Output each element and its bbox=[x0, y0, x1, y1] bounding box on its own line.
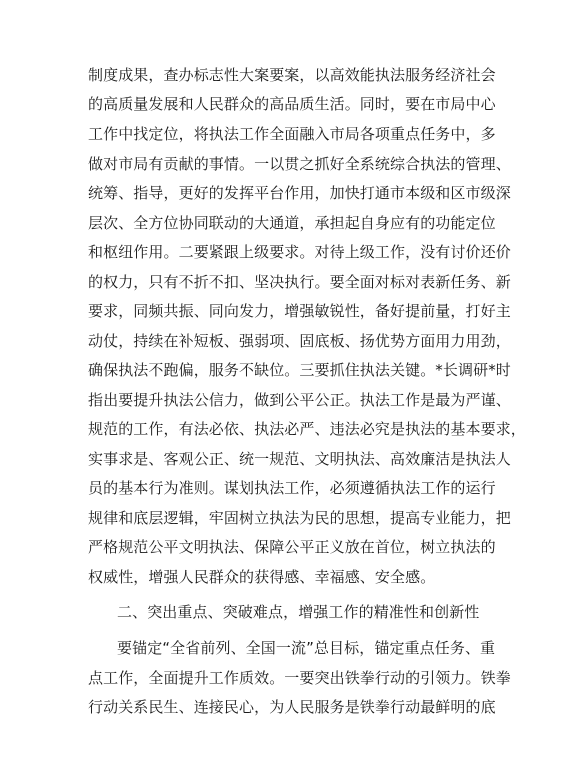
paragraph-line: 和枢纽作用。二要紧跟上级要求。对待上级工作，没有讨价还价 bbox=[88, 243, 511, 261]
paragraph-line: 要求，同频共振、同向发力，增强敏锐性，备好提前量，打好主 bbox=[88, 302, 511, 320]
paragraph-line: 严格规范公平文明执法、保障公平正义放在首位，树立执法的 bbox=[88, 538, 496, 556]
paragraph-line: 规律和底层逻辑，牢固树立执法为民的思想，提高专业能力，把 bbox=[88, 509, 511, 527]
paragraph-line: 层次、全方位协同联动的大通道，承担起自身应有的功能定位 bbox=[88, 214, 496, 232]
paragraph-line: 统筹、指导，更好的发挥平台作用，加快打通市本级和区市级深 bbox=[88, 184, 511, 202]
paragraph-line: 点工作，全面提升工作质效。一要突出铁拳行动的引领力。铁拳 bbox=[88, 669, 511, 687]
paragraph-line: 要锚定“全省前列、全国一流”总目标，锚定重点任务、重 bbox=[117, 639, 496, 657]
paragraph-line: 员的基本行为准则。谋划执法工作，必须遵循执法工作的运行 bbox=[88, 479, 496, 497]
paragraph-line: 确保执法不跑偏，服务不缺位。三要抓住执法关键。*长调研*时 bbox=[88, 361, 511, 379]
paragraph-line: 指出要提升执法公信力，做到公平公正。执法工作是最为严谨、 bbox=[88, 391, 511, 409]
paragraph-line: 动仗，持续在补短板、强弱项、固底板、扬优势方面用力用劲， bbox=[88, 332, 511, 350]
paragraph-line: 行动关系民生、连接民心，为人民服务是铁拳行动最鲜明的底 bbox=[88, 698, 496, 716]
paragraph-line: 的高质量发展和人民群众的高品质生活。同时，要在市局中心 bbox=[88, 95, 496, 113]
paragraph-line: 的权力，只有不折不扣、坚决执行。要全面对标对表新任务、新 bbox=[88, 273, 511, 291]
paragraph-line: 工作中找定位，将执法工作全面融入市局各项重点任务中，多 bbox=[88, 125, 496, 143]
paragraph-line: 规范的工作，有法必依、执法必严、违法必究是执法的基本要求， bbox=[88, 420, 526, 438]
paragraph-line: 做对市局有贡献的事情。一以贯之抓好全系统综合执法的管理、 bbox=[88, 155, 511, 173]
paragraph-line: 制度成果，查办标志性大案要案，以高效能执法服务经济社会 bbox=[88, 66, 496, 84]
section-heading: 二、突出重点、突破难点，增强工作的精准性和创新性 bbox=[117, 603, 480, 621]
paragraph-line: 权威性，增强人民群众的获得感、幸福感、安全感。 bbox=[88, 568, 436, 586]
paragraph-line: 实事求是、客观公正、统一规范、文明执法、高效廉洁是执法人 bbox=[88, 450, 511, 468]
